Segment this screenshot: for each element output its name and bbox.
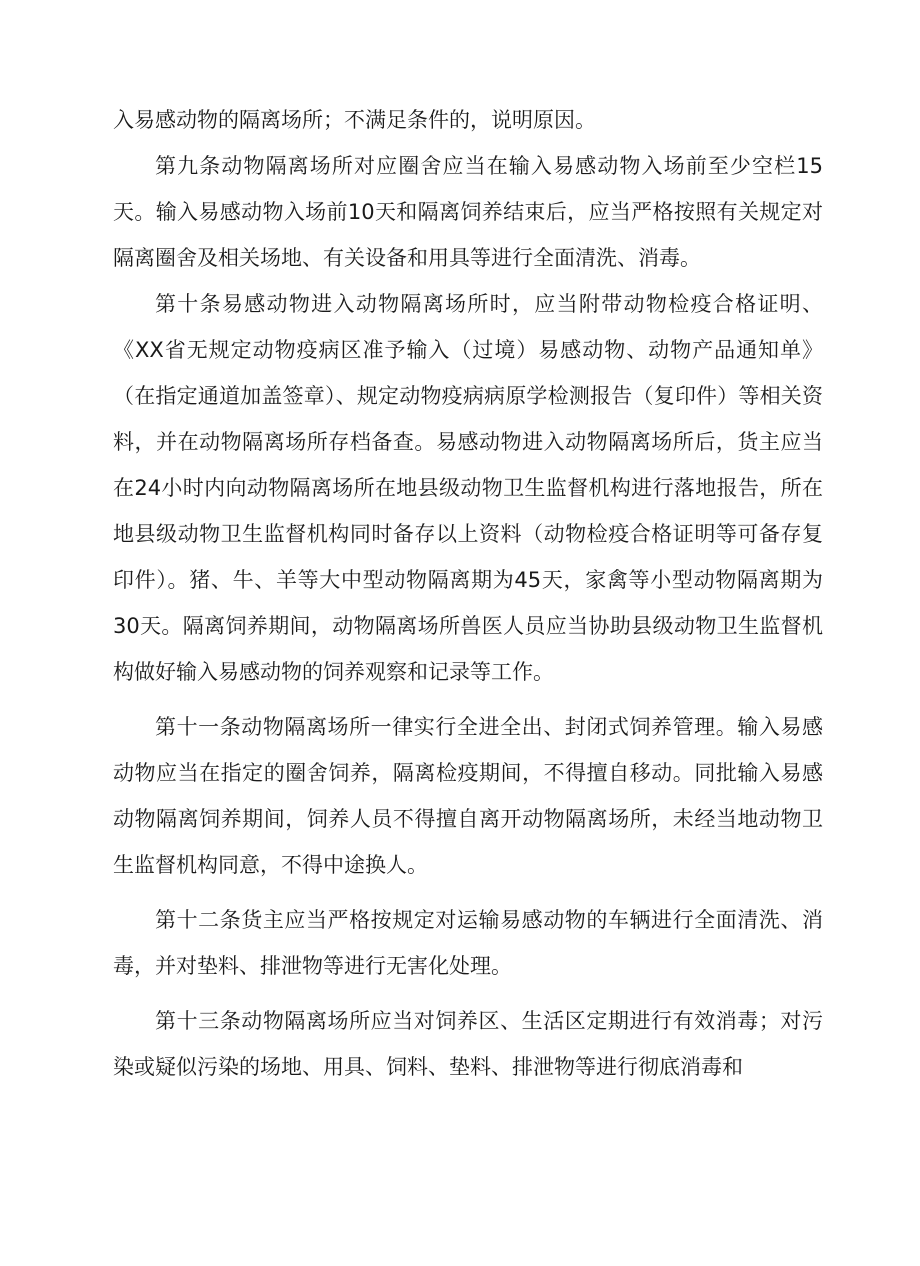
document-body xyxy=(113,97,823,1090)
paragraph-article-13: 第十三条动物隔离场所应当对饲养区、生活区定期进行有效消毒；对污染或疑似污染的场地、用具、饲料、垫料、排泄物等进行彻底消毒和 xyxy=(113,1009,823,1079)
paragraph-article-11: 第十一条动物隔离场所一律实行全进全出、封闭式饲养管理。输入易感动物应当在指定的圈舍饲养，隔离检疫期间，不得擅自移动。同批输入易感动物隔离饲养期间，饲养人员不得擅自离开动物隔离场所，未经当地动物卫生监督机构同意，不得中途换人。 xyxy=(113,715,823,877)
paragraph-article-9: 第九条动物隔离场所对应圈舍应当在输入易感动物入场前至少空栏15天。输入易感动物入场前10天和隔离饲养结束后，应当严格按照有关规定对隔离圈舍及相关场地、有关设备和用具等进行全面清洗、消毒。 xyxy=(113,154,823,270)
paragraph-article-10: 第十条易感动物进入动物隔离场所时，应当附带动物检疫合格证明、《XX省无规定动物疫病区准予输入（过境）易感动物、动物产品通知单》（在指定通道加盖签章）、规定动物疫病病原学检测报告（复印件）等相关资料，并在动物隔离场所存档备查。易感动物进入动物隔离场所后，货主应当在24小时内向动物隔离场所在地县级动物卫生监督机构进行落地报告，所在地县级动物卫生监督机构同时备存以上资料（动物检疫合格证明等可备存复印件）。猪、牛、羊等大中型动物隔离期为45天，家禽等小型动物隔离期为30天。隔离饲养期间，动物隔离场所兽医人员应当协助县级动物卫生监督机构做好输入易感动物的饲养观察和记录等工作。 xyxy=(113,292,823,684)
paragraph-article-12: 第十二条货主应当严格按规定对运输易感动物的车辆进行全面清洗、消毒，并对垫料、排泄物等进行无害化处理。 xyxy=(113,908,823,978)
paragraph-continuation: 入易感动物的隔离场所；不满足条件的，说明原因。 xyxy=(113,108,596,132)
